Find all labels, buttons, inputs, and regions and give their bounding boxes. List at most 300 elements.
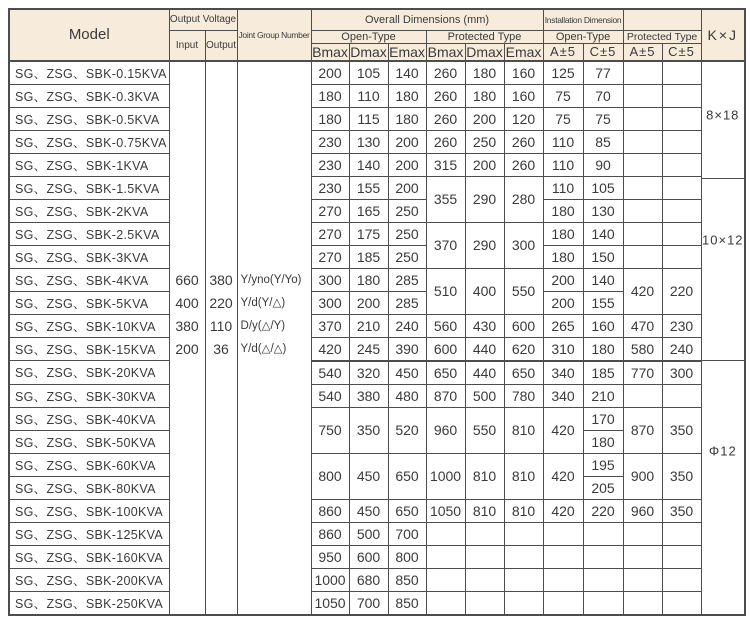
dimension-cell: 315 bbox=[426, 153, 465, 176]
dimension-cell bbox=[623, 522, 662, 545]
inst-open-a5-header: A±5 bbox=[543, 43, 583, 61]
dimension-cell: 960 bbox=[623, 499, 662, 522]
joint-group-values-line: Y/d(Y/△) bbox=[240, 296, 286, 309]
dimension-cell: 180 bbox=[583, 430, 623, 453]
dimension-cell: 165 bbox=[349, 199, 388, 222]
input-voltage-values-stack bbox=[170, 269, 205, 362]
dimension-cell: 950 bbox=[311, 545, 349, 568]
output-voltage-header: Output Voltage bbox=[169, 9, 237, 30]
dimension-cell: 220 bbox=[583, 499, 623, 522]
input-voltage-values-line: 400 bbox=[175, 294, 199, 311]
dimension-cell bbox=[662, 61, 701, 85]
dimension-cell: 285 bbox=[388, 291, 426, 314]
dimension-cell: 200 bbox=[465, 153, 504, 176]
dimension-cell: 380 bbox=[349, 384, 388, 407]
dimension-cell: 75 bbox=[583, 107, 623, 130]
table-row bbox=[9, 545, 745, 568]
table-row bbox=[9, 245, 745, 268]
dimension-cell: 160 bbox=[583, 314, 623, 337]
dimension-cell: 320 bbox=[349, 361, 388, 385]
dimension-cell: 1050 bbox=[311, 591, 349, 615]
model-cell: SG、ZSG、SBK-0.75KVA bbox=[9, 130, 169, 153]
dimension-cell: 680 bbox=[349, 568, 388, 591]
dimension-cell bbox=[543, 591, 583, 615]
header-spacer bbox=[623, 9, 701, 30]
dimension-cell: 200 bbox=[543, 268, 583, 291]
dimension-cell: 810 bbox=[504, 407, 543, 453]
model-cell: SG、ZSG、SBK-200KVA bbox=[9, 568, 169, 591]
dimension-cell: 770 bbox=[623, 361, 662, 385]
dimension-cell: 370 bbox=[426, 222, 465, 268]
open-bmax-header: Bmax bbox=[312, 43, 348, 60]
dimension-cell: 270 bbox=[311, 245, 349, 268]
table-row bbox=[9, 176, 745, 199]
inst-open-c5-header: C±5 bbox=[583, 43, 623, 61]
dimension-cell: 300 bbox=[504, 222, 543, 268]
dimension-cell: 150 bbox=[583, 245, 623, 268]
dimension-cell: 350 bbox=[662, 453, 701, 499]
dimension-cell bbox=[662, 568, 701, 591]
dimension-cell: 260 bbox=[426, 130, 465, 153]
dimension-cell: 240 bbox=[662, 337, 701, 361]
output-voltage-values bbox=[205, 61, 237, 615]
dimension-cell: 180 bbox=[388, 84, 426, 107]
table-row bbox=[9, 130, 745, 153]
dimension-cell: 185 bbox=[349, 245, 388, 268]
model-cell: SG、ZSG、SBK-80KVA bbox=[9, 476, 169, 499]
joint-group-number-header: Joint Group Number bbox=[237, 9, 311, 61]
dimension-cell bbox=[583, 545, 623, 568]
dimension-cell bbox=[504, 522, 543, 545]
table-body bbox=[9, 61, 745, 615]
dimension-cell bbox=[465, 545, 504, 568]
table-header bbox=[9, 9, 745, 61]
dimension-cell: 200 bbox=[349, 291, 388, 314]
input-voltage-values-line: 380 bbox=[175, 317, 199, 334]
dimension-cell: 290 bbox=[465, 176, 504, 222]
dimension-cell: 180 bbox=[543, 245, 583, 268]
dimension-cell: 250 bbox=[388, 199, 426, 222]
dimension-cell: 240 bbox=[388, 314, 426, 337]
dimension-cell: 470 bbox=[623, 314, 662, 337]
model-cell: SG、ZSG、SBK-40KVA bbox=[9, 407, 169, 430]
input-voltage-values bbox=[169, 61, 205, 615]
dimension-cell: 430 bbox=[465, 314, 504, 337]
table-row bbox=[9, 61, 745, 85]
dimension-cell: 230 bbox=[311, 153, 349, 176]
dimension-cell: 390 bbox=[388, 337, 426, 361]
dimension-cell: 140 bbox=[583, 268, 623, 291]
dimension-cell bbox=[583, 522, 623, 545]
dimension-cell: 180 bbox=[311, 107, 349, 130]
kxj-label: Φ12 bbox=[708, 443, 737, 459]
dimension-cell: 750 bbox=[311, 407, 349, 453]
dimension-cell: 400 bbox=[465, 268, 504, 314]
dimension-cell: 1000 bbox=[311, 568, 349, 591]
dimension-cell bbox=[662, 84, 701, 107]
dimension-cell bbox=[504, 591, 543, 615]
dimension-cell: 600 bbox=[426, 337, 465, 361]
dimension-cell bbox=[662, 130, 701, 153]
dimension-cell: 140 bbox=[583, 222, 623, 245]
input-voltage-values-line: 200 bbox=[175, 341, 199, 358]
dimension-cell: 155 bbox=[349, 176, 388, 199]
dimension-cell: 160 bbox=[504, 61, 543, 85]
dimension-cell: 480 bbox=[388, 384, 426, 407]
dimension-cell: 260 bbox=[426, 107, 465, 130]
transformer-dimensions-table bbox=[8, 8, 746, 616]
dimension-cell bbox=[662, 591, 701, 615]
dimension-cell: 140 bbox=[349, 153, 388, 176]
kxj-label: 8×18 bbox=[706, 107, 740, 123]
dimension-cell bbox=[662, 176, 701, 199]
dimension-cell: 650 bbox=[504, 361, 543, 385]
dimension-cell: 180 bbox=[349, 268, 388, 291]
dimension-cell: 105 bbox=[583, 176, 623, 199]
model-cell: SG、ZSG、SBK-100KVA bbox=[9, 499, 169, 522]
dimension-cell bbox=[662, 107, 701, 130]
dimension-cell: 350 bbox=[662, 499, 701, 522]
dimension-cell bbox=[662, 245, 701, 268]
dimension-cell: 580 bbox=[623, 337, 662, 361]
dimension-cell: 210 bbox=[583, 384, 623, 407]
dimension-cell: 500 bbox=[465, 384, 504, 407]
dimension-cell bbox=[662, 199, 701, 222]
model-cell: SG、ZSG、SBK-30KVA bbox=[9, 384, 169, 407]
dimension-cell: 620 bbox=[504, 337, 543, 361]
table-row bbox=[9, 361, 745, 385]
dimension-cell: 110 bbox=[543, 130, 583, 153]
dimension-cell bbox=[426, 591, 465, 615]
dimension-cell: 200 bbox=[388, 130, 426, 153]
dimension-cell: 180 bbox=[583, 337, 623, 361]
dimension-cell: 870 bbox=[623, 407, 662, 453]
model-cell: SG、ZSG、SBK-20KVA bbox=[9, 361, 169, 385]
open-dmax-header: Dmax bbox=[350, 43, 387, 60]
dimension-cell bbox=[543, 568, 583, 591]
dimension-cell: 600 bbox=[504, 314, 543, 337]
dimension-cell: 850 bbox=[388, 568, 426, 591]
dimension-cell: 170 bbox=[583, 407, 623, 430]
dimension-cell: 600 bbox=[349, 545, 388, 568]
dimension-cell: 420 bbox=[623, 268, 662, 314]
output-voltage-values-line: 36 bbox=[213, 341, 229, 358]
table-row bbox=[9, 568, 745, 591]
dimension-cell: 700 bbox=[349, 591, 388, 615]
protected-dmax-header: Dmax bbox=[466, 43, 503, 60]
inst-protected-a5-header: A±5 bbox=[623, 43, 662, 61]
model-cell: SG、ZSG、SBK-1.5KVA bbox=[9, 176, 169, 199]
table-row bbox=[9, 222, 745, 245]
kxj-header: K×J bbox=[701, 9, 745, 61]
dimension-cell: 870 bbox=[426, 384, 465, 407]
dimension-cell: 180 bbox=[311, 84, 349, 107]
dimension-cell: 260 bbox=[426, 84, 465, 107]
dimension-cell: 810 bbox=[465, 499, 504, 522]
dimension-cell: 210 bbox=[349, 314, 388, 337]
dimension-cell: 650 bbox=[388, 453, 426, 499]
dimension-cell: 500 bbox=[349, 522, 388, 545]
dimension-cell: 70 bbox=[583, 84, 623, 107]
joint-group-values-line: Y/d(△/△) bbox=[240, 343, 287, 356]
dimension-cell: 180 bbox=[465, 84, 504, 107]
dimension-cell: 370 bbox=[311, 314, 349, 337]
dimension-cell: 185 bbox=[583, 361, 623, 385]
model-cell: SG、ZSG、SBK-5KVA bbox=[9, 291, 169, 314]
dimension-cell: 250 bbox=[388, 245, 426, 268]
dimension-cell: 200 bbox=[543, 291, 583, 314]
model-cell: SG、ZSG、SBK-4KVA bbox=[9, 268, 169, 291]
dimension-cell bbox=[662, 384, 701, 407]
table-row bbox=[9, 107, 745, 130]
dimension-cell bbox=[583, 591, 623, 615]
dimension-cell: 250 bbox=[388, 222, 426, 245]
dimension-cell: 355 bbox=[426, 176, 465, 222]
dimension-cell: 155 bbox=[583, 291, 623, 314]
dimension-cell: 77 bbox=[583, 61, 623, 85]
dimension-cell: 800 bbox=[388, 545, 426, 568]
table-row bbox=[9, 384, 745, 407]
dimension-cell: 90 bbox=[583, 153, 623, 176]
dimension-cell: 270 bbox=[311, 222, 349, 245]
table-row bbox=[9, 314, 745, 337]
joint-group-values-line: Y/yno(Y/Yo) bbox=[240, 273, 302, 286]
kxj-column-cell bbox=[701, 61, 745, 615]
dimension-cell: 200 bbox=[388, 153, 426, 176]
dimension-cell: 195 bbox=[583, 453, 623, 476]
dimension-cell: 450 bbox=[349, 499, 388, 522]
overall-dimensions-header: Overall Dimensions (mm) bbox=[311, 9, 543, 30]
dimension-cell: 350 bbox=[662, 407, 701, 453]
dimension-cell: 180 bbox=[388, 107, 426, 130]
dimension-cell bbox=[623, 84, 662, 107]
dimension-cell: 105 bbox=[349, 61, 388, 85]
dimension-cell: 540 bbox=[311, 361, 349, 385]
dimension-cell: 350 bbox=[349, 407, 388, 453]
protected-emax-header: Emax bbox=[505, 43, 542, 60]
joint-group-values-line: D/y(△/Y) bbox=[240, 319, 286, 332]
model-cell: SG、ZSG、SBK-2KVA bbox=[9, 199, 169, 222]
dimension-cell bbox=[662, 522, 701, 545]
dimension-cell: 810 bbox=[465, 453, 504, 499]
dimension-cell: 290 bbox=[465, 222, 504, 268]
dimension-cell: 650 bbox=[426, 361, 465, 385]
dimension-cell: 420 bbox=[543, 499, 583, 522]
dimension-cell bbox=[623, 591, 662, 615]
dimension-cell: 250 bbox=[465, 130, 504, 153]
table-row bbox=[9, 84, 745, 107]
dimension-cell: 180 bbox=[543, 222, 583, 245]
dimension-cell: 115 bbox=[349, 107, 388, 130]
table-row bbox=[9, 499, 745, 522]
kxj-separator-line bbox=[701, 178, 745, 179]
dimension-cell: 420 bbox=[543, 453, 583, 499]
dimension-cell bbox=[465, 591, 504, 615]
model-cell: SG、ZSG、SBK-0.15KVA bbox=[9, 61, 169, 85]
table-row bbox=[9, 453, 745, 476]
dimension-cell bbox=[623, 176, 662, 199]
output-header: Output bbox=[205, 30, 237, 61]
model-cell: SG、ZSG、SBK-2.5KVA bbox=[9, 222, 169, 245]
dimension-cell bbox=[623, 245, 662, 268]
dimension-cell: 120 bbox=[504, 107, 543, 130]
protected-bmax-header: Bmax bbox=[427, 43, 464, 60]
dimension-cell: 200 bbox=[465, 107, 504, 130]
dimension-cell: 160 bbox=[504, 84, 543, 107]
header-row-1 bbox=[9, 9, 745, 30]
dimension-cell: 810 bbox=[504, 499, 543, 522]
dimension-cell bbox=[623, 61, 662, 85]
dimension-cell: 300 bbox=[311, 291, 349, 314]
dimension-cell: 510 bbox=[426, 268, 465, 314]
table-row bbox=[9, 337, 745, 361]
open-emax-header: Emax bbox=[389, 43, 425, 60]
inst-open-type-header: Open-Type bbox=[543, 30, 623, 43]
model-cell: SG、ZSG、SBK-250KVA bbox=[9, 591, 169, 615]
dimension-cell: 200 bbox=[388, 176, 426, 199]
dimension-cell: 75 bbox=[543, 84, 583, 107]
dimension-cell: 175 bbox=[349, 222, 388, 245]
dimension-cell bbox=[623, 107, 662, 130]
dimension-cell: 560 bbox=[426, 314, 465, 337]
dimension-cell: 130 bbox=[349, 130, 388, 153]
open-type-header: Open-Type bbox=[311, 30, 426, 43]
dimension-cell bbox=[504, 568, 543, 591]
dimension-cell: 140 bbox=[388, 61, 426, 85]
output-voltage-values-line: 380 bbox=[209, 271, 233, 288]
dimension-cell: 450 bbox=[388, 361, 426, 385]
kxj-separator-line bbox=[701, 360, 745, 361]
dimension-cell: 440 bbox=[465, 337, 504, 361]
kxj-label: 10×12 bbox=[702, 232, 744, 248]
table-row bbox=[9, 153, 745, 176]
dimension-cell: 850 bbox=[388, 591, 426, 615]
input-header: Input bbox=[169, 30, 205, 61]
dimension-cell bbox=[583, 568, 623, 591]
dimension-cell: 200 bbox=[311, 61, 349, 85]
dimension-cell: 650 bbox=[388, 499, 426, 522]
dimension-cell bbox=[426, 568, 465, 591]
input-voltage-values-line: 660 bbox=[175, 271, 199, 288]
dimension-cell: 550 bbox=[504, 268, 543, 314]
dimension-cell: 300 bbox=[311, 268, 349, 291]
dimension-cell: 75 bbox=[543, 107, 583, 130]
dimension-cell bbox=[623, 545, 662, 568]
output-voltage-values-line: 220 bbox=[209, 294, 233, 311]
dimension-cell bbox=[623, 130, 662, 153]
dimension-cell bbox=[662, 153, 701, 176]
dimension-cell: 520 bbox=[388, 407, 426, 453]
dimension-cell: 340 bbox=[543, 384, 583, 407]
dimension-cell bbox=[426, 522, 465, 545]
dimension-cell: 285 bbox=[388, 268, 426, 291]
model-cell: SG、ZSG、SBK-160KVA bbox=[9, 545, 169, 568]
dimension-cell: 85 bbox=[583, 130, 623, 153]
model-cell: SG、ZSG、SBK-1KVA bbox=[9, 153, 169, 176]
dimension-cell bbox=[465, 522, 504, 545]
dimension-cell: 540 bbox=[311, 384, 349, 407]
table-row bbox=[9, 591, 745, 615]
output-voltage-values-line: 110 bbox=[209, 317, 233, 334]
model-cell: SG、ZSG、SBK-0.3KVA bbox=[9, 84, 169, 107]
model-cell: SG、ZSG、SBK-125KVA bbox=[9, 522, 169, 545]
model-header: Model bbox=[9, 9, 169, 61]
dimension-cell: 230 bbox=[311, 130, 349, 153]
dimension-cell: 340 bbox=[543, 361, 583, 385]
model-cell: SG、ZSG、SBK-10KVA bbox=[9, 314, 169, 337]
protected-type-header: Protected Type bbox=[426, 30, 543, 43]
dimension-cell: 270 bbox=[311, 199, 349, 222]
dimension-cell: 700 bbox=[388, 522, 426, 545]
dimension-cell bbox=[662, 222, 701, 245]
installation-dimension-header: Installation Dimension bbox=[543, 9, 623, 30]
dimension-cell bbox=[623, 384, 662, 407]
dimension-cell: 1000 bbox=[426, 453, 465, 499]
dimension-cell: 300 bbox=[662, 361, 701, 385]
model-cell: SG、ZSG、SBK-0.5KVA bbox=[9, 107, 169, 130]
dimension-cell: 245 bbox=[349, 337, 388, 361]
dimension-cell: 900 bbox=[623, 453, 662, 499]
dimension-cell: 110 bbox=[543, 176, 583, 199]
joint-group-values-stack bbox=[238, 269, 311, 362]
inst-protected-type-header: Protected Type bbox=[623, 30, 701, 43]
dimension-cell bbox=[662, 545, 701, 568]
model-cell: SG、ZSG、SBK-60KVA bbox=[9, 453, 169, 476]
dimension-cell: 420 bbox=[543, 407, 583, 453]
dimension-cell: 860 bbox=[311, 522, 349, 545]
dimension-cell: 960 bbox=[426, 407, 465, 453]
dimension-cell: 780 bbox=[504, 384, 543, 407]
dimension-cell: 280 bbox=[504, 176, 543, 222]
dimension-cell bbox=[623, 222, 662, 245]
dimension-cell: 180 bbox=[465, 61, 504, 85]
dimension-cell bbox=[465, 568, 504, 591]
dimension-cell: 260 bbox=[504, 130, 543, 153]
dimension-cell: 205 bbox=[583, 476, 623, 499]
dimension-cell bbox=[623, 153, 662, 176]
joint-group-values bbox=[237, 61, 311, 615]
dimension-cell: 230 bbox=[662, 314, 701, 337]
dimension-cell bbox=[623, 568, 662, 591]
dimension-cell: 220 bbox=[662, 268, 701, 314]
dimension-cell bbox=[543, 522, 583, 545]
dimension-cell bbox=[543, 545, 583, 568]
dimension-cell: 550 bbox=[465, 407, 504, 453]
table-row bbox=[9, 522, 745, 545]
dimension-cell: 440 bbox=[465, 361, 504, 385]
dimension-cell: 860 bbox=[311, 499, 349, 522]
dimension-cell: 110 bbox=[349, 84, 388, 107]
dimension-cell: 130 bbox=[583, 199, 623, 222]
dimension-cell: 260 bbox=[504, 153, 543, 176]
model-cell: SG、ZSG、SBK-3KVA bbox=[9, 245, 169, 268]
table-row bbox=[9, 199, 745, 222]
dimension-cell: 230 bbox=[311, 176, 349, 199]
dimension-cell: 800 bbox=[311, 453, 349, 499]
dimension-cell: 265 bbox=[543, 314, 583, 337]
dimension-cell: 180 bbox=[543, 199, 583, 222]
dimension-cell bbox=[623, 199, 662, 222]
dimension-cell: 260 bbox=[426, 61, 465, 85]
dimension-cell: 450 bbox=[349, 453, 388, 499]
table-row bbox=[9, 407, 745, 430]
dimension-cell: 420 bbox=[311, 337, 349, 361]
output-voltage-values-stack bbox=[206, 269, 237, 362]
dimension-cell bbox=[504, 545, 543, 568]
model-cell: SG、ZSG、SBK-50KVA bbox=[9, 430, 169, 453]
dimension-cell bbox=[426, 545, 465, 568]
dimension-cell: 125 bbox=[543, 61, 583, 85]
